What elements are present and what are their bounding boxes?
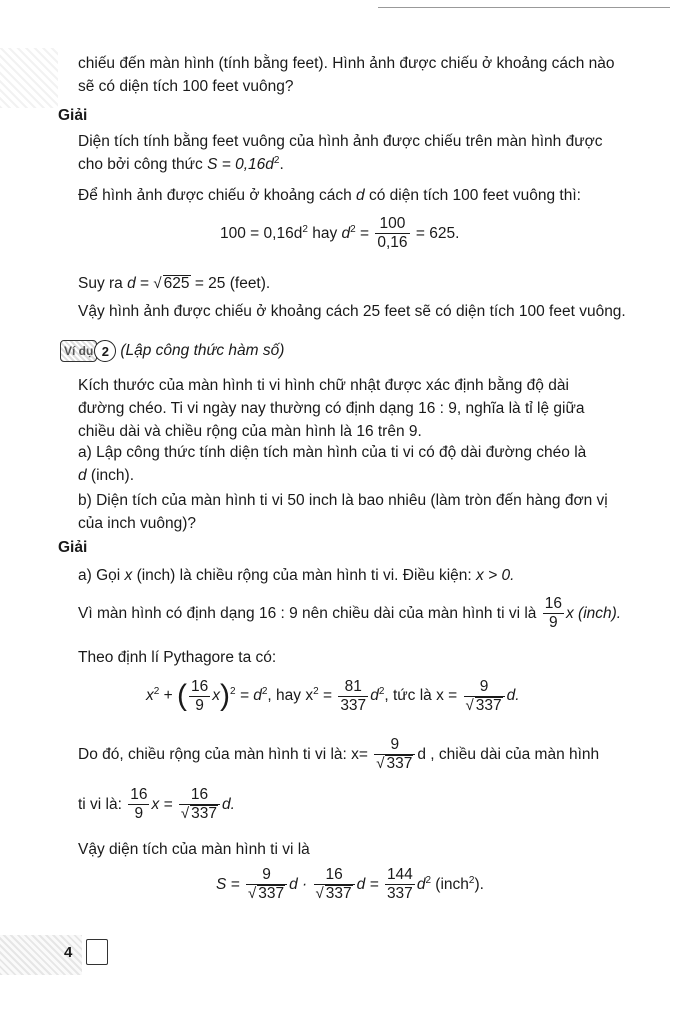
example-number: 2 [94,340,116,362]
solution-2-area-intro: Vậy diện tích của màn hình ti vi là [78,841,310,858]
equation-pythagore: $x^2$ + ( $\frac{16}{9}$ $x)^2 = d^2$, hay $x^2$ = $\frac{81}{337}$ $d^2$, tức là x = $\frac{9}{√ 337}$ d. [146,677,520,714]
intro-paragraph [78,52,615,98]
solution-1-paragraph-1 [78,130,603,176]
intro-line-2: sẽ có diện tích 100 feet vuông? [78,78,294,95]
formula-s: S = 0,16d [207,156,274,173]
solution-1-conclusion: Vậy hình ảnh được chiếu ở khoảng cách 25 feet sẽ có diện tích 100 feet vuông. [78,303,626,320]
sol1-p1-line1: Diện tích tính bằng feet vuông của hình ảnh được chiếu trên màn hình được [78,133,603,150]
example-badge [60,339,284,363]
problem-statement: Kích thước của màn hình ti vi hình chữ nhật được xác định bằng độ dài đường chéo. Ti vi ngày nay thường có định dạng 16 : 9, nghĩa là tỉ lệ giữa chiều dài và chiều rộng của màn hình là 16 trên 9. [78,377,585,440]
page-marker-icon [86,939,108,965]
problem-part-a: a) Lập công thức tính diện tích màn hình của ti vi có độ dài đường chéo là d (inch). [78,444,587,484]
solution-heading-2: Giải [58,539,88,556]
solution-2-width: Do đó, chiều rộng của màn hình ti vi là: x= $\frac{9}{√ 337}$ d , chiều dài của màn hình [78,736,600,773]
example-label: Ví dụ [60,340,97,362]
solution-2-length-expr: ti vi là: $\frac{16}{9}$ x = $\frac{16}{√ 337}$ d. [78,786,235,823]
problem-part-b: b) Diện tích của màn hình ti vi 50 inch là bao nhiêu (làm tròn đến hàng đơn vị của inch vuông)? [78,492,608,532]
equation-area: S = $\frac{9}{√ 337}$ d · $\frac{16}{√ 337}$ d = $\frac{144}{337}$ $d^2$ (inch$^2$). [216,866,484,903]
solution-2-part-a: a) Gọi x (inch) là chiều rộng của màn hình ti vi. Điều kiện: x > 0. [78,567,515,584]
sqrt-625: 625 [163,275,190,292]
fraction-100-over-016: $\frac{100}{0,16}$ [377,215,408,252]
fraction-16-over-9: $\frac{16}{9}$ [544,595,562,632]
solution-2-length: Vì màn hình có định dạng 16 : 9 nên chiều dài của màn hình ti vi là $\frac{16}{9}$ x (inch). [78,595,622,632]
solution-heading-1: Giải [58,107,88,124]
margin-shading [0,48,58,108]
equation-100: $100 = 0,16d^2$ hay $d^2$ = $\frac{100}{0,16}$ = 625. [220,215,460,252]
intro-line-1: chiếu đến màn hình (tính bằng feet). Hình ảnh được chiếu ở khoảng cách nào [78,55,615,72]
example-title: (Lập công thức hàm số) [120,342,285,359]
header-rule [378,7,670,8]
page-number: 4 [64,944,73,961]
sol1-p1-line2: cho bởi công thức $S = 0,16d^2$. [78,154,284,173]
solution-1-paragraph-2: Để hình ảnh được chiếu ở khoảng cách d có diện tích 100 feet vuông thì: [78,187,581,204]
solution-2-pythagore: Theo định lí Pythagore ta có: [78,649,277,666]
solution-1-paragraph-3: Suy ra d = √ 625 = 25 (feet). [78,275,271,292]
